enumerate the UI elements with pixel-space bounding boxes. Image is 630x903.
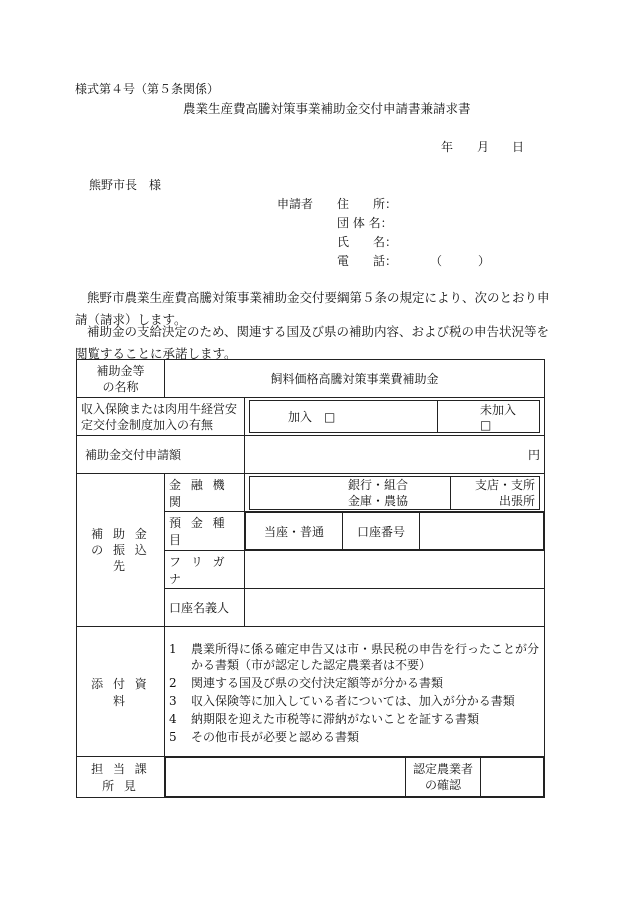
dept-opinion-label: 担 当 課 所 見 bbox=[77, 757, 165, 798]
attachments-list bbox=[165, 627, 545, 757]
date-year: 年 bbox=[441, 140, 454, 154]
bank-type-options[interactable]: 銀行・組合 金庫・農協 bbox=[250, 476, 451, 509]
paragraph-2: 補助金の支給決定のため、関連する国及び県の補助内容、および税の申告状況等を閲覧することに承諾します。 bbox=[75, 324, 550, 361]
furigana-field[interactable] bbox=[245, 551, 545, 589]
attachment-item bbox=[165, 675, 544, 691]
phone-paren: （ ） bbox=[430, 254, 491, 268]
subsidy-name-label: 補助金等の名称 bbox=[77, 360, 165, 398]
name-label: 氏 名： bbox=[337, 235, 398, 249]
attachment-text: 納期限を迎えた市税等に滞納がないことを証する書類 bbox=[191, 711, 480, 726]
transfer-label: 補 助 金 の 振 込 先 bbox=[77, 474, 165, 627]
joined-checkbox[interactable]: 加入 □ bbox=[250, 401, 438, 433]
phone-label: 電 話： bbox=[337, 254, 398, 268]
attachments-label: 添 付 資 料 bbox=[77, 627, 165, 757]
attachment-item bbox=[165, 711, 544, 727]
account-number-label: 口座番号 bbox=[343, 513, 420, 550]
attachment-text: 農業所得に係る確定申告又は市・県民税の申告を行ったことが分かる書類（市が認定した認定農業者は不要） bbox=[191, 641, 540, 672]
applicant-label: 申請者 bbox=[277, 197, 314, 211]
account-number-field[interactable] bbox=[420, 513, 544, 550]
account-holder-label: 口座名義人 bbox=[165, 589, 245, 627]
attachment-number: 2 bbox=[169, 675, 177, 690]
branch-type-options[interactable]: 支店・支所 出張所 bbox=[451, 476, 540, 509]
bank-options bbox=[245, 474, 545, 512]
deposit-detail bbox=[245, 512, 545, 551]
attachment-item bbox=[165, 693, 544, 709]
furigana-label: フ リ ガ ナ bbox=[165, 551, 245, 589]
amount-row bbox=[77, 436, 545, 474]
attachment-number: 4 bbox=[169, 711, 177, 726]
attachment-text: 関連する国及び県の交付決定額等が分かる書類 bbox=[191, 675, 444, 690]
bank-row bbox=[77, 474, 545, 512]
amount-unit: 円 bbox=[245, 436, 545, 474]
dept-opinion-row bbox=[77, 757, 545, 798]
subsidy-name-row bbox=[77, 360, 545, 398]
dept-opinion-field[interactable] bbox=[166, 758, 406, 797]
attachment-number: 3 bbox=[169, 693, 177, 708]
insurance-label: 収入保険または肉用牛経営安定交付金制度加入の有無 bbox=[77, 398, 245, 436]
form-title: 農業生産費高騰対策事業補助金交付申請書兼請求書 bbox=[183, 101, 471, 116]
attachment-text: 収入保険等に加入している者については、加入が分かる書類 bbox=[191, 693, 515, 708]
date-month: 月 bbox=[477, 140, 490, 154]
dept-opinion-area bbox=[165, 757, 545, 798]
bank-label: 金 融 機 関 bbox=[165, 474, 245, 512]
form-number: 様式第４号（第５条関係） bbox=[75, 82, 220, 96]
attachment-text: その他市長が必要と認める書類 bbox=[191, 729, 360, 744]
address-label: 住 所： bbox=[337, 197, 398, 211]
addressee: 熊野市長 様 bbox=[89, 178, 162, 192]
group-name-label: 団 体 名： bbox=[337, 216, 393, 230]
attachment-number: 1 bbox=[169, 641, 177, 656]
insurance-row bbox=[77, 398, 545, 436]
application-table bbox=[76, 359, 545, 798]
certified-farmer-field[interactable] bbox=[481, 758, 544, 797]
amount-label: 補助金交付申請額 bbox=[77, 436, 245, 474]
account-holder-field[interactable] bbox=[245, 589, 545, 627]
insurance-choices bbox=[245, 398, 545, 436]
not-joined-checkbox[interactable]: 未加入 □ bbox=[438, 401, 540, 433]
deposit-type-value[interactable]: 当座・普通 bbox=[246, 513, 343, 550]
date-day: 日 bbox=[512, 140, 525, 154]
attachments-row bbox=[77, 627, 545, 757]
subsidy-name-value: 飼料価格高騰対策事業費補助金 bbox=[165, 360, 545, 398]
paragraph-1: 熊野市農業生産費高騰対策事業補助金交付要綱第５条の規定により、次のとおり申請（請求）します。 bbox=[75, 290, 550, 327]
attachment-number: 5 bbox=[169, 729, 177, 744]
attachment-item bbox=[165, 641, 544, 673]
attachment-item bbox=[165, 729, 544, 745]
certified-farmer-label: 認定農業者の確認 bbox=[406, 758, 481, 797]
deposit-type-label: 預 金 種 目 bbox=[165, 512, 245, 551]
